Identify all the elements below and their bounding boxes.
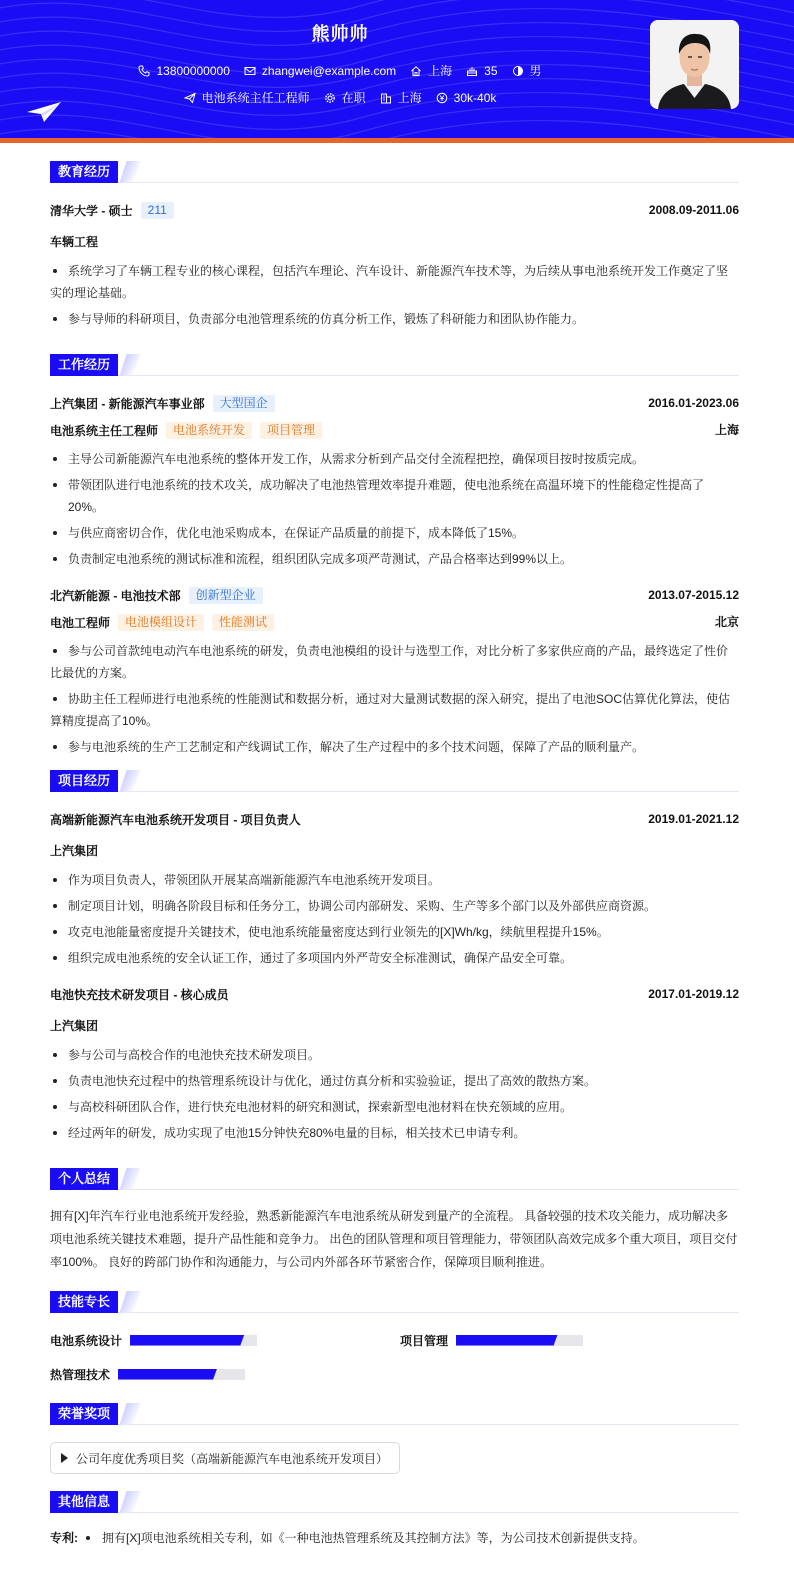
contact-row: [0, 62, 680, 79]
gender-item: [512, 62, 542, 79]
list-item: 与供应商密切合作，优化电池采购成本，在保证产品质量的前提下，成本降低了15%。: [50, 522, 739, 544]
skill-tag: 性能测试: [212, 614, 274, 631]
project-name: 高端新能源汽车电池系统开发项目 - 项目负责人: [50, 812, 301, 827]
education-date: 2008.09-2011.06: [648, 203, 739, 217]
money-icon: [436, 92, 448, 104]
project-date: 2019.01-2021.12: [648, 812, 739, 826]
school-name: 清华大学 - 硕士: [50, 203, 133, 218]
project-date: 2017.01-2019.12: [648, 987, 739, 1001]
list-item: 参与电池系统的生产工艺制定和产线调试工作，解决了生产过程中的多个技术问题，保障了产品的顺利量产。: [50, 736, 739, 758]
resume-header: [0, 0, 794, 138]
section-title: 工作经历: [50, 354, 118, 376]
skill-bar-fill: [118, 1369, 217, 1380]
project-bullets: [50, 1044, 739, 1144]
section-title-decoration: [119, 1403, 140, 1425]
section-title: 其他信息: [50, 1491, 118, 1513]
job-bullets: [50, 640, 739, 758]
section-title-decoration: [119, 354, 140, 376]
gender-text: 男: [529, 64, 542, 78]
education-row: [50, 200, 739, 220]
job-date: 2016.01-2023.06: [648, 396, 739, 410]
list-item: 负责制定电池系统的测试标准和流程，组织团队完成多项严苛测试，产品合格率达到99%以上。: [50, 548, 739, 570]
section-header: [50, 1403, 739, 1425]
location-item: [410, 62, 452, 79]
project-bullets: [50, 869, 739, 969]
job-role: 电池系统主任工程师: [50, 423, 159, 438]
skill-item: [400, 1330, 583, 1350]
section-header: [50, 1168, 739, 1190]
project-org: 上汽集团: [50, 843, 99, 858]
section-title-decoration: [119, 1291, 140, 1313]
project-org-row: [50, 840, 739, 860]
section-title: 技能专长: [50, 1291, 118, 1313]
job-bullets: [50, 448, 739, 570]
company-tag: 大型国企: [213, 395, 275, 412]
patent-row: [50, 1527, 739, 1549]
age-text: 35: [484, 63, 498, 78]
skill-bar: [118, 1369, 245, 1380]
section-title-decoration: [119, 161, 140, 183]
major-name: 车辆工程: [50, 234, 99, 249]
section-header: [50, 161, 739, 183]
skill-bar: [130, 1335, 257, 1346]
target-city-item: [380, 89, 422, 106]
job-role-row: [50, 612, 739, 632]
gender-icon: [512, 65, 524, 77]
section-title: 教育经历: [50, 161, 118, 183]
section-title: 荣誉奖项: [50, 1403, 118, 1425]
education-bullets: [50, 260, 739, 330]
patent-text: 拥有[X]项电池系统相关专利，如《一种电池热管理系统及其控制方法》等，为公司技术创新提供支持。: [102, 1531, 645, 1545]
target-city-text: 上海: [397, 91, 422, 105]
home-icon: [410, 65, 422, 77]
section-title-decoration: [119, 770, 140, 792]
award-item[interactable]: [50, 1442, 400, 1474]
project-title-row: [50, 809, 739, 829]
skill-name: 电池系统设计: [50, 1333, 123, 1348]
section-title-decoration: [119, 1168, 140, 1190]
list-item: 作为项目负责人，带领团队开展某高端新能源汽车电池系统开发项目。: [50, 869, 739, 891]
skill-tag: 电池模组设计: [118, 614, 204, 631]
skill-bar: [456, 1335, 583, 1346]
skill-name: 热管理技术: [50, 1367, 111, 1382]
summary-section: [50, 1168, 739, 1274]
project-title-row: [50, 984, 739, 1004]
job-city: 上海: [714, 423, 739, 437]
skill-bar-fill: [456, 1335, 558, 1346]
list-item: 参与导师的科研项目，负责部分电池管理系统的仿真分析工作，锻炼了科研能力和团队协作能力。: [50, 308, 739, 330]
section-header: [50, 1491, 739, 1513]
company-name: 上汽集团 - 新能源汽车事业部: [50, 396, 205, 411]
education-section: [50, 161, 739, 330]
job-company-row: [50, 393, 739, 413]
phone-text: 13800000000: [156, 63, 230, 78]
position-text: 电池系统主任工程师: [201, 91, 310, 105]
list-item: 系统学习了车辆工程专业的核心课程，包括汽车理论、汽车设计、新能源汽车技术等，为后续从事电池系统开发工作奠定了坚实的理论基础。: [50, 260, 739, 304]
list-item: 攻克电池能量密度提升关键技术，使电池系统能量密度达到行业领先的[X]Wh/kg，续航里程提升15%。: [50, 921, 739, 943]
other-section: [50, 1491, 739, 1549]
job-role-row: [50, 420, 739, 440]
section-header: [50, 1291, 739, 1313]
list-item: 制定项目计划，明确各阶段目标和任务分工，协调公司内部研发、采购、生产等多个部门以及外部供应商资源。: [50, 895, 739, 917]
profile-photo: [650, 20, 739, 109]
patent-label: 专利:: [50, 1531, 78, 1545]
skills-section: [50, 1291, 739, 1313]
status-item: [324, 89, 366, 106]
email-text: zhangwei@example.com: [261, 63, 397, 78]
list-item: 带领团队进行电池系统的技术攻关，成功解决了电池热管理效率提升难题，使电池系统在高温环境下的性能稳定性提高了20%。: [50, 474, 739, 518]
position-item: [184, 89, 310, 106]
cake-icon: [466, 65, 478, 77]
list-item: 与高校科研团队合作，进行快充电池材料的研究和测试，探索新型电池材料在快充领域的应用。: [50, 1096, 739, 1118]
triangle-right-icon: [61, 1453, 68, 1463]
list-item: 参与公司与高校合作的电池快充技术研发项目。: [50, 1044, 739, 1066]
section-title: 个人总结: [50, 1168, 118, 1190]
project-org: 上汽集团: [50, 1018, 99, 1033]
bullet-dot: [86, 1536, 90, 1540]
major-row: [50, 231, 739, 251]
skill-tag: 项目管理: [260, 422, 322, 439]
list-item: 组织完成电池系统的安全认证工作，通过了多项国内外严苛安全标准测试，确保产品安全可靠。: [50, 947, 739, 969]
phone-item: [138, 64, 229, 78]
projects-section: [50, 770, 739, 1144]
school-tag: 211: [141, 202, 174, 219]
skill-tag: 电池系统开发: [166, 422, 252, 439]
phone-icon: [138, 65, 150, 77]
section-title: 项目经历: [50, 770, 118, 792]
salary-text: 30k-40k: [453, 90, 497, 105]
header-accent-stripe: [0, 138, 794, 143]
job-city: 北京: [714, 615, 739, 629]
list-item: 协助主任工程师进行电池系统的性能测试和数据分析，通过对大量测试数据的深入研究，提出了电池SOC估算优化算法，使估算精度提高了10%。: [50, 688, 739, 732]
section-header: [50, 770, 739, 792]
age-item: [466, 64, 497, 78]
awards-section: [50, 1403, 739, 1425]
salary-item: [436, 91, 497, 105]
gear-icon: [324, 92, 336, 104]
skill-item: [50, 1364, 245, 1384]
job-company-row: [50, 585, 739, 605]
award-text: 公司年度优秀项目奖（高端新能源汽车电池系统开发项目）: [76, 1451, 389, 1466]
list-item: 参与公司首款纯电动汽车电池系统的研发，负责电池模组的设计与选型工作，对比分析了多家供应商的产品，最终选定了性价比最优的方案。: [50, 640, 739, 684]
list-item: 负责电池快充过程中的热管理系统设计与优化，通过仿真分析和实验验证，提出了高效的散热方案。: [50, 1070, 739, 1092]
skill-name: 项目管理: [400, 1333, 449, 1348]
company-tag: 创新型企业: [189, 587, 263, 604]
skill-item: [50, 1330, 257, 1350]
list-item: 经过两年的研发，成功实现了电池15分钟快充80%电量的目标，相关技术已申请专利。: [50, 1122, 739, 1144]
email-item: [244, 64, 396, 78]
skill-bar-fill: [130, 1335, 244, 1346]
candidate-name: 熊帅帅: [311, 24, 369, 44]
company-name: 北汽新能源 - 电池技术部: [50, 588, 181, 603]
project-org-row: [50, 1015, 739, 1035]
work-section: [50, 354, 739, 758]
building-icon: [380, 92, 392, 104]
section-title-decoration: [119, 1491, 140, 1513]
project-name: 电池快充技术研发项目 - 核心成员: [50, 987, 229, 1002]
email-icon: [244, 65, 256, 77]
summary-text: 拥有[X]年汽车行业电池系统开发经验，熟悉新能源汽车电池系统从研发到量产的全流程。 具备较强的技术攻关能力，成功解决多项电池系统关键技术难题，提升产品性能和竞争力。 出色的团队管理和项目管理能力，带领团队高效完成多个重大项目，项目交付率100%。 良好的跨部门协作和沟通能力，与公司内外部各环节紧密合作，保障项目顺利推进。: [50, 1209, 738, 1269]
avatar: [650, 20, 739, 109]
list-item: 主导公司新能源汽车电池系统的整体开发工作，从需求分析到产品交付全流程把控，确保项目按时按质完成。: [50, 448, 739, 470]
job-date: 2013.07-2015.12: [648, 588, 739, 602]
send-icon: [184, 92, 196, 104]
section-header: [50, 354, 739, 376]
status-text: 在职: [341, 91, 366, 105]
job-role: 电池工程师: [50, 615, 111, 630]
location-text: 上海: [428, 64, 453, 78]
job-intent-row: [0, 89, 680, 106]
